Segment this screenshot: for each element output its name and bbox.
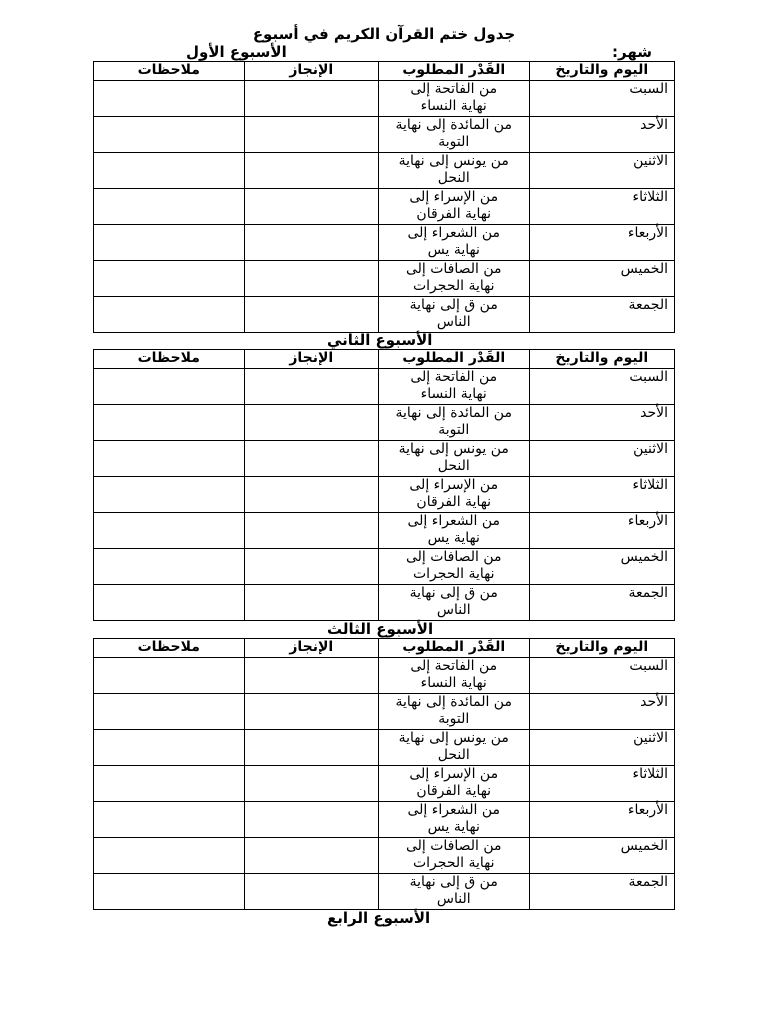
week-table-2 <box>93 349 675 621</box>
amount-cell: من المائدة إلى نهاية التوبة <box>378 117 529 153</box>
notes-cell[interactable] <box>94 81 245 117</box>
achievement-cell[interactable] <box>244 766 378 802</box>
amount-cell: من الشعراء إلى نهاية يس <box>378 513 529 549</box>
table-row <box>94 730 675 766</box>
day-cell: الثلاثاء <box>529 477 675 513</box>
amount-cell: من الشعراء إلى نهاية يس <box>378 225 529 261</box>
notes-cell[interactable] <box>94 153 245 189</box>
achievement-cell[interactable] <box>244 513 378 549</box>
table-row <box>94 477 675 513</box>
table-row <box>94 153 675 189</box>
notes-cell[interactable] <box>94 874 245 910</box>
notes-cell[interactable] <box>94 766 245 802</box>
week-heading-2: الأسبوع الثاني <box>327 331 433 349</box>
achievement-cell[interactable] <box>244 189 378 225</box>
table-row <box>94 549 675 585</box>
achievement-cell[interactable] <box>244 297 378 333</box>
day-cell: الأحد <box>529 405 675 441</box>
notes-cell[interactable] <box>94 405 245 441</box>
day-cell: الخميس <box>529 838 675 874</box>
day-cell: الجمعة <box>529 585 675 621</box>
notes-cell[interactable] <box>94 730 245 766</box>
amount-cell: من ق إلى نهاية الناس <box>378 874 529 910</box>
notes-cell[interactable] <box>94 225 245 261</box>
day-cell: الاثنين <box>529 730 675 766</box>
table-row <box>94 225 675 261</box>
achievement-cell[interactable] <box>244 658 378 694</box>
table-row <box>94 694 675 730</box>
amount-cell: من الإسراء إلى نهاية الفرقان <box>378 189 529 225</box>
column-header-day: اليوم والتاريخ <box>529 62 675 81</box>
notes-cell[interactable] <box>94 117 245 153</box>
table-row <box>94 369 675 405</box>
day-cell: الثلاثاء <box>529 189 675 225</box>
notes-cell[interactable] <box>94 513 245 549</box>
amount-cell: من المائدة إلى نهاية التوبة <box>378 694 529 730</box>
achievement-cell[interactable] <box>244 585 378 621</box>
notes-cell[interactable] <box>94 838 245 874</box>
day-cell: الجمعة <box>529 297 675 333</box>
page-title: جدول ختم القرآن الكريم في أسبوع <box>252 25 516 43</box>
day-cell: الجمعة <box>529 874 675 910</box>
table-header-row <box>94 62 675 81</box>
column-header-achievement: الإنجاز <box>244 639 378 658</box>
day-cell: السبت <box>529 369 675 405</box>
column-header-achievement: الإنجاز <box>244 62 378 81</box>
notes-cell[interactable] <box>94 549 245 585</box>
notes-cell[interactable] <box>94 441 245 477</box>
achievement-cell[interactable] <box>244 153 378 189</box>
table-row <box>94 405 675 441</box>
notes-cell[interactable] <box>94 694 245 730</box>
notes-cell[interactable] <box>94 585 245 621</box>
day-cell: الأحد <box>529 117 675 153</box>
table-header-row <box>94 350 675 369</box>
achievement-cell[interactable] <box>244 81 378 117</box>
amount-cell: من الشعراء إلى نهاية يس <box>378 802 529 838</box>
amount-cell: من الفاتحة إلى نهاية النساء <box>378 81 529 117</box>
achievement-cell[interactable] <box>244 477 378 513</box>
day-cell: الأربعاء <box>529 513 675 549</box>
week-heading-4: الأسبوع الرابع <box>327 909 431 927</box>
week-table-3 <box>93 638 675 910</box>
column-header-amount: القَدْر المطلوب <box>378 62 529 81</box>
table-row <box>94 513 675 549</box>
day-cell: الخميس <box>529 549 675 585</box>
table-row <box>94 189 675 225</box>
notes-cell[interactable] <box>94 802 245 838</box>
table-row <box>94 81 675 117</box>
amount-cell: من الفاتحة إلى نهاية النساء <box>378 658 529 694</box>
amount-cell: من الصافات إلى نهاية الحجرات <box>378 261 529 297</box>
day-cell: الأحد <box>529 694 675 730</box>
achievement-cell[interactable] <box>244 117 378 153</box>
column-header-day: اليوم والتاريخ <box>529 350 675 369</box>
notes-cell[interactable] <box>94 261 245 297</box>
day-cell: الخميس <box>529 261 675 297</box>
table-row <box>94 117 675 153</box>
amount-cell: من ق إلى نهاية الناس <box>378 585 529 621</box>
achievement-cell[interactable] <box>244 838 378 874</box>
table-row <box>94 874 675 910</box>
notes-cell[interactable] <box>94 297 245 333</box>
achievement-cell[interactable] <box>244 874 378 910</box>
achievement-cell[interactable] <box>244 694 378 730</box>
table-row <box>94 297 675 333</box>
day-cell: الاثنين <box>529 441 675 477</box>
column-header-notes: ملاحظات <box>94 62 245 81</box>
day-cell: الأربعاء <box>529 225 675 261</box>
table-row <box>94 802 675 838</box>
achievement-cell[interactable] <box>244 405 378 441</box>
achievement-cell[interactable] <box>244 802 378 838</box>
column-header-achievement: الإنجاز <box>244 350 378 369</box>
notes-cell[interactable] <box>94 477 245 513</box>
table-row <box>94 441 675 477</box>
column-header-notes: ملاحظات <box>94 639 245 658</box>
amount-cell: من يونس إلى نهاية النحل <box>378 730 529 766</box>
amount-cell: من الصافات إلى نهاية الحجرات <box>378 549 529 585</box>
week-table-1 <box>93 61 675 333</box>
day-cell: الاثنين <box>529 153 675 189</box>
notes-cell[interactable] <box>94 189 245 225</box>
achievement-cell[interactable] <box>244 369 378 405</box>
amount-cell: من الصافات إلى نهاية الحجرات <box>378 838 529 874</box>
amount-cell: من الفاتحة إلى نهاية النساء <box>378 369 529 405</box>
amount-cell: من ق إلى نهاية الناس <box>378 297 529 333</box>
amount-cell: من يونس إلى نهاية النحل <box>378 153 529 189</box>
achievement-cell[interactable] <box>244 225 378 261</box>
column-header-amount: القَدْر المطلوب <box>378 639 529 658</box>
day-cell: السبت <box>529 81 675 117</box>
table-row <box>94 585 675 621</box>
column-header-notes: ملاحظات <box>94 350 245 369</box>
achievement-cell[interactable] <box>244 261 378 297</box>
week-heading-1: الأسبوع الأول <box>186 43 287 61</box>
amount-cell: من المائدة إلى نهاية التوبة <box>378 405 529 441</box>
notes-cell[interactable] <box>94 658 245 694</box>
table-row <box>94 766 675 802</box>
table-row <box>94 261 675 297</box>
day-cell: الأربعاء <box>529 802 675 838</box>
amount-cell: من يونس إلى نهاية النحل <box>378 441 529 477</box>
achievement-cell[interactable] <box>244 730 378 766</box>
month-label: شهر: <box>612 43 652 61</box>
table-row <box>94 838 675 874</box>
notes-cell[interactable] <box>94 369 245 405</box>
column-header-day: اليوم والتاريخ <box>529 639 675 658</box>
column-header-amount: القَدْر المطلوب <box>378 350 529 369</box>
table-row <box>94 658 675 694</box>
amount-cell: من الإسراء إلى نهاية الفرقان <box>378 766 529 802</box>
achievement-cell[interactable] <box>244 549 378 585</box>
amount-cell: من الإسراء إلى نهاية الفرقان <box>378 477 529 513</box>
day-cell: السبت <box>529 658 675 694</box>
table-header-row <box>94 639 675 658</box>
day-cell: الثلاثاء <box>529 766 675 802</box>
achievement-cell[interactable] <box>244 441 378 477</box>
week-heading-3: الأسبوع الثالث <box>327 620 434 638</box>
